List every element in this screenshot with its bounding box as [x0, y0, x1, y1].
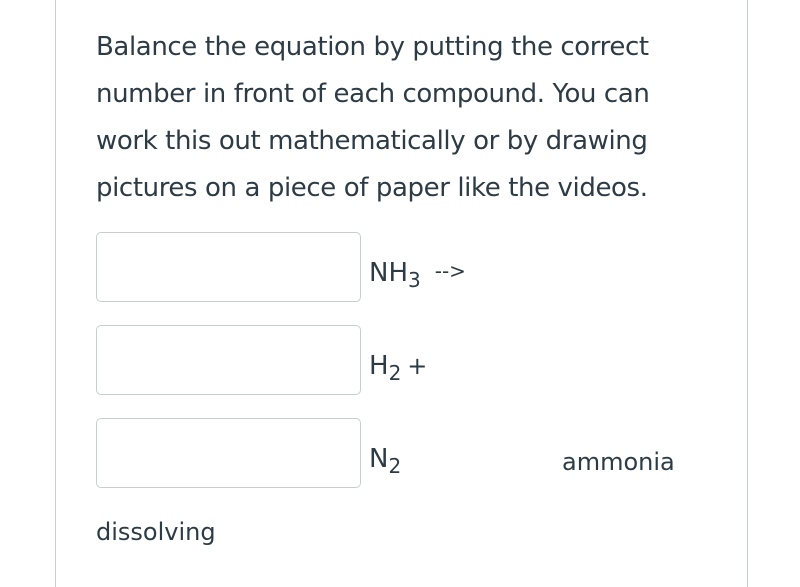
- formula-base: H: [369, 351, 389, 381]
- formula-subscript: 2: [388, 454, 402, 478]
- label-dissolving: dissolving: [96, 518, 216, 546]
- question-card: [55, 0, 748, 587]
- formula-n2: [369, 444, 402, 478]
- formula-base: N: [369, 444, 389, 474]
- label-ammonia: ammonia: [562, 448, 675, 476]
- question-text: Balance the equation by putting the correct number in front of each compound. You can work this out mathematically or by drawing pictures on a piece of paper like the videos.: [96, 32, 650, 203]
- plus-operator: +: [407, 352, 428, 380]
- formula-subscript: 3: [408, 268, 421, 292]
- yield-arrow: -->: [434, 259, 466, 283]
- coefficient-input-nh3[interactable]: [96, 232, 361, 302]
- formula-nh3: [369, 258, 466, 292]
- coefficient-input-n2[interactable]: [96, 418, 361, 488]
- coefficient-input-h2[interactable]: [96, 325, 361, 395]
- formula-h2: [369, 351, 428, 385]
- formula-subscript: 2: [388, 361, 402, 385]
- formula-base: NH: [369, 258, 408, 288]
